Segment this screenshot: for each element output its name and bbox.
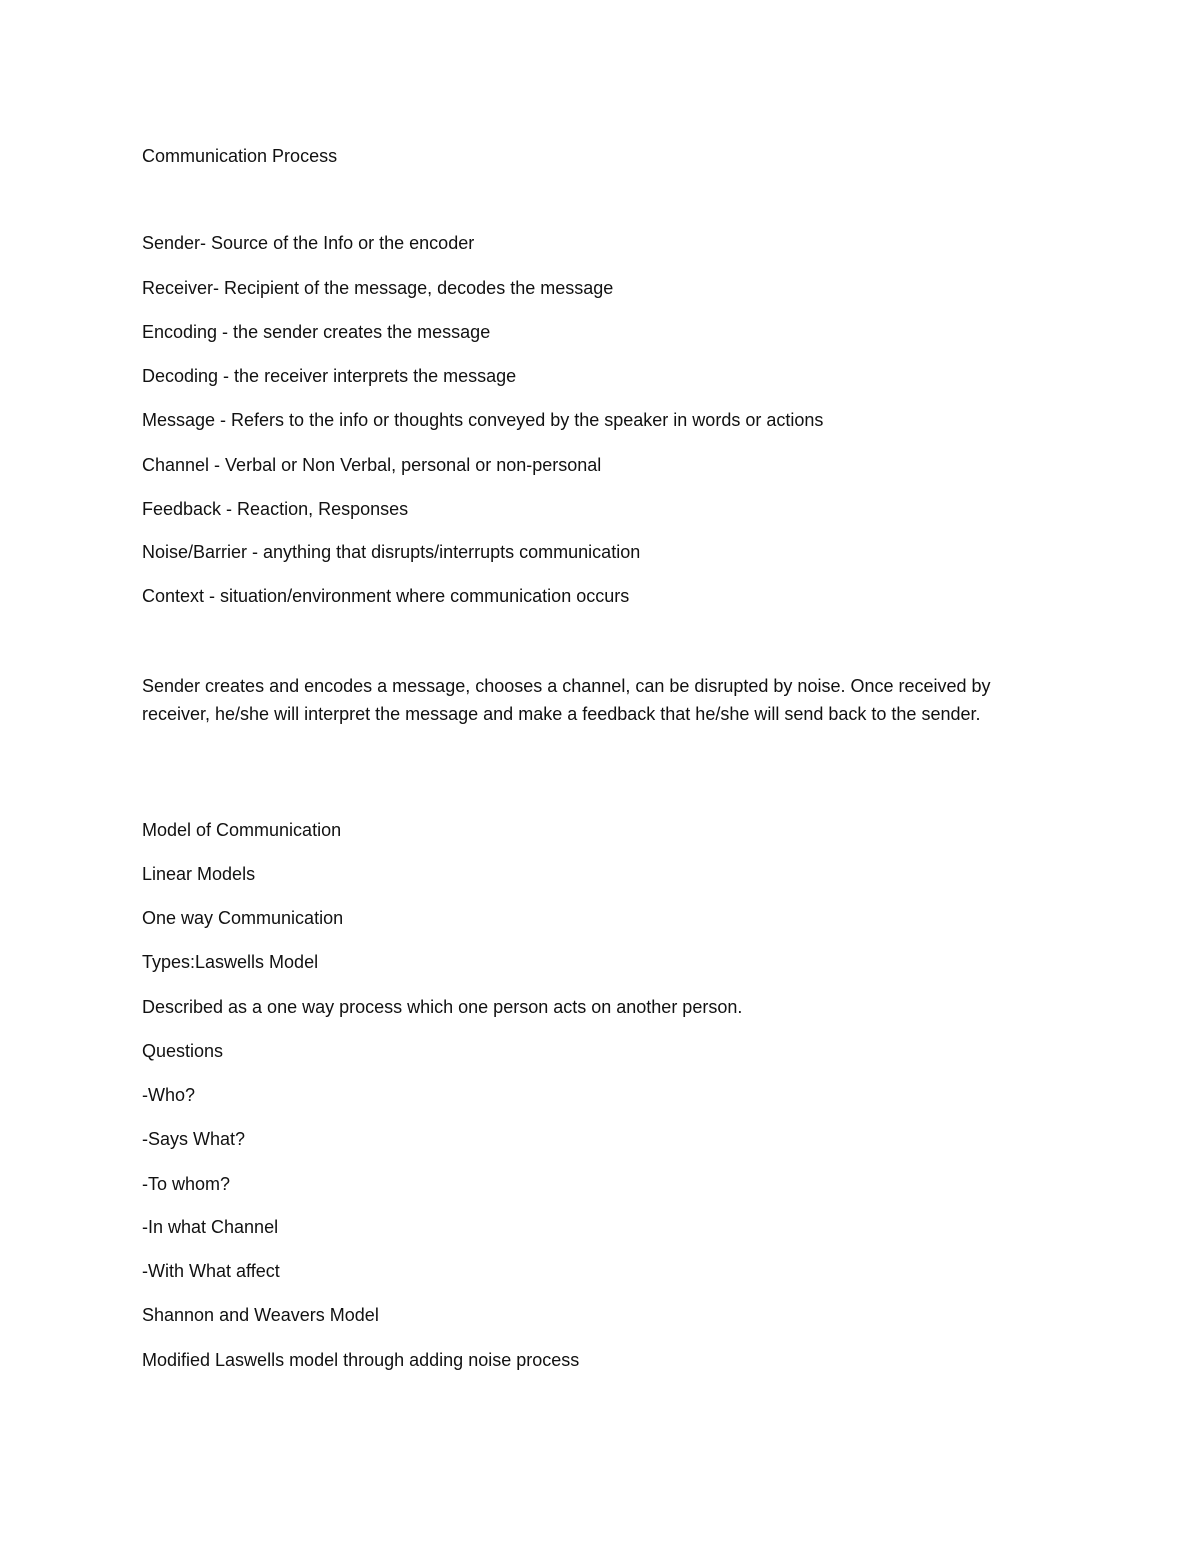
definition-feedback: Feedback - Reaction, Responses: [142, 499, 409, 519]
question-item: -In what Channel: [142, 1217, 279, 1237]
definition-noise-barrier: Noise/Barrier - anything that disrupts/interrupts communication: [142, 542, 641, 562]
document-title: Communication Process: [142, 146, 338, 166]
shannon-weaver-heading: Shannon and Weavers Model: [142, 1305, 379, 1325]
questions-heading: Questions: [142, 1041, 224, 1061]
subheading-linear-models: Linear Models: [142, 864, 256, 884]
shannon-weaver-description: Modified Laswells model through adding noise process: [142, 1350, 580, 1370]
question-item: -Who?: [142, 1085, 196, 1105]
subheading-one-way: One way Communication: [142, 908, 344, 928]
question-item: -Says What?: [142, 1129, 246, 1149]
question-item: -With What affect: [142, 1261, 280, 1281]
question-item: -To whom?: [142, 1174, 231, 1194]
definition-encoding: Encoding - the sender creates the message: [142, 322, 491, 342]
section-heading-model: Model of Communication: [142, 820, 342, 840]
laswell-description: Described as a one way process which one person acts on another person.: [142, 997, 743, 1017]
definition-context: Context - situation/environment where communication occurs: [142, 586, 630, 606]
definition-decoding: Decoding - the receiver interprets the message: [142, 366, 517, 386]
definition-receiver: Receiver- Recipient of the message, decodes the message: [142, 278, 614, 298]
definition-message: Message - Refers to the info or thoughts conveyed by the speaker in words or actions: [142, 410, 824, 430]
types-laswell: Types:Laswells Model: [142, 952, 319, 972]
definition-channel: Channel - Verbal or Non Verbal, personal or non-personal: [142, 455, 602, 475]
summary-paragraph: Sender creates and encodes a message, chooses a channel, can be disrupted by noise. Once received by receiver, he/she will interpret the message and make a feedback that he/she will send back to the sender.: [142, 676, 991, 724]
definition-sender: Sender- Source of the Info or the encoder: [142, 233, 475, 253]
